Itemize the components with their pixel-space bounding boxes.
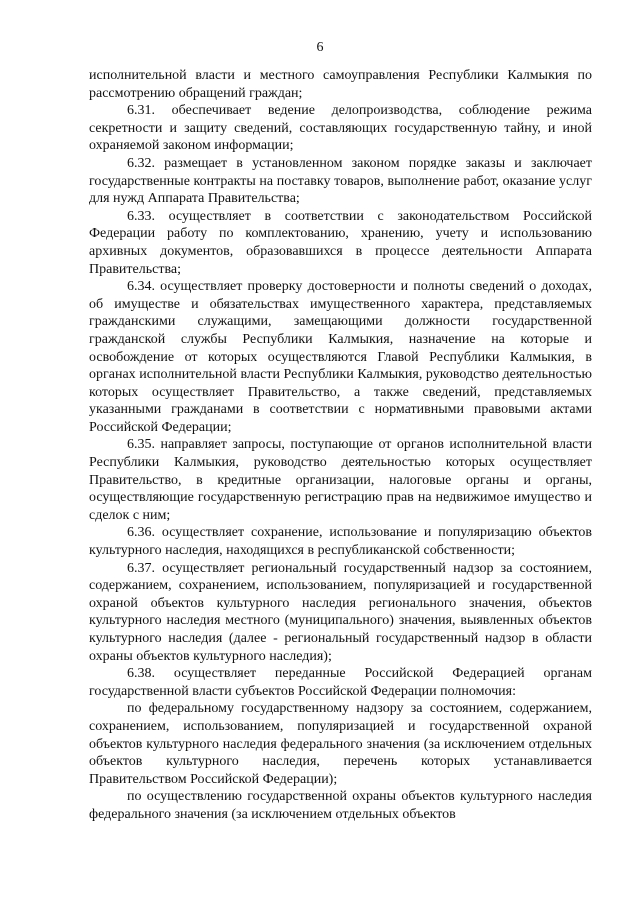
paragraph-6-38-state-protection: по осуществлению государственной охраны объектов культурного наследия федерального значения (за исключением отдельных объектов (89, 789, 592, 822)
paragraph-6-31: 6.31. обеспечивает ведение делопроизводства, соблюдение режима секретности и защиту сведений, составляющих государственную тайну, и иной охраняемой законом информации; (89, 103, 592, 154)
paragraph-6-37: 6.37. осуществляет региональный государственный надзор за состоянием, содержанием, сохранением, использованием, популяризацией и государственной охраной объектов культурного наследия регионального значения, объектов культурного наследия местного (муниципального) значения, выявленных объектов культурного наследия (далее - региональный государственный надзор в области охраны объектов культурного наследия); (89, 560, 592, 664)
paragraph-6-34: 6.34. осуществляет проверку достоверности и полноты сведений о доходах, об имуществе и обязательствах имущественного характера, представляемых гражданскими служащими, замещающими должности государственной гражданской службы Республики Калмыкия, назначение на которые и освобождение от которых осуществляются Главой Республики Калмыкия, в органах исполнительной власти Республики Калмыкия, руководство деятельностью которых осуществляет Правительство, а также сведений, представляемых указанными гражданами в соответствии с нормативными правовыми актами Российской Федерации; (89, 279, 592, 435)
paragraph-continuation: исполнительной власти и местного самоуправления Республики Калмыкия по рассмотрению обращений граждан; (89, 68, 592, 101)
paragraph-6-33: 6.33. осуществляет в соответствии с законодательством Российской Федерации работу по комплектованию, хранению, учету и использованию архивных документов, образовавшихся в процессе деятельности Аппарата Правительства; (89, 208, 592, 277)
paragraph-6-38-federal-supervision: по федеральному государственному надзору за состоянием, содержанием, сохранением, использованием, популяризацией и государственной охраной объектов культурного наследия федерального значения (за исключением отдельных объектов культурного наследия, перечень которых устанавливается Правительством Российской Федерации); (89, 701, 592, 787)
paragraph-6-36: 6.36. осуществляет сохранение, использование и популяризацию объектов культурного наследия, находящихся в республиканской собственности; (89, 525, 592, 559)
paragraph-6-38: 6.38. осуществляет переданные Российской Федерацией органам государственной власти субъектов Российской Федерации полномочия: (89, 666, 592, 699)
page-number: 6 (316, 40, 324, 55)
document-body (89, 67, 592, 824)
paragraph-6-32: 6.32. размещает в установленном законом порядке заказы и заключает государственные контракты на поставку товаров, выполнение работ, оказание услуг для нужд Аппарата Правительства; (89, 155, 592, 207)
paragraph-6-35: 6.35. направляет запросы, поступающие от органов исполнительной власти Республики Калмыкия, руководство деятельностью которых осуществляет Правительство, в кредитные организации, налоговые органы и органы, осуществляющие государственную регистрацию прав на недвижимое имущество и сделок с ним; (89, 437, 592, 523)
